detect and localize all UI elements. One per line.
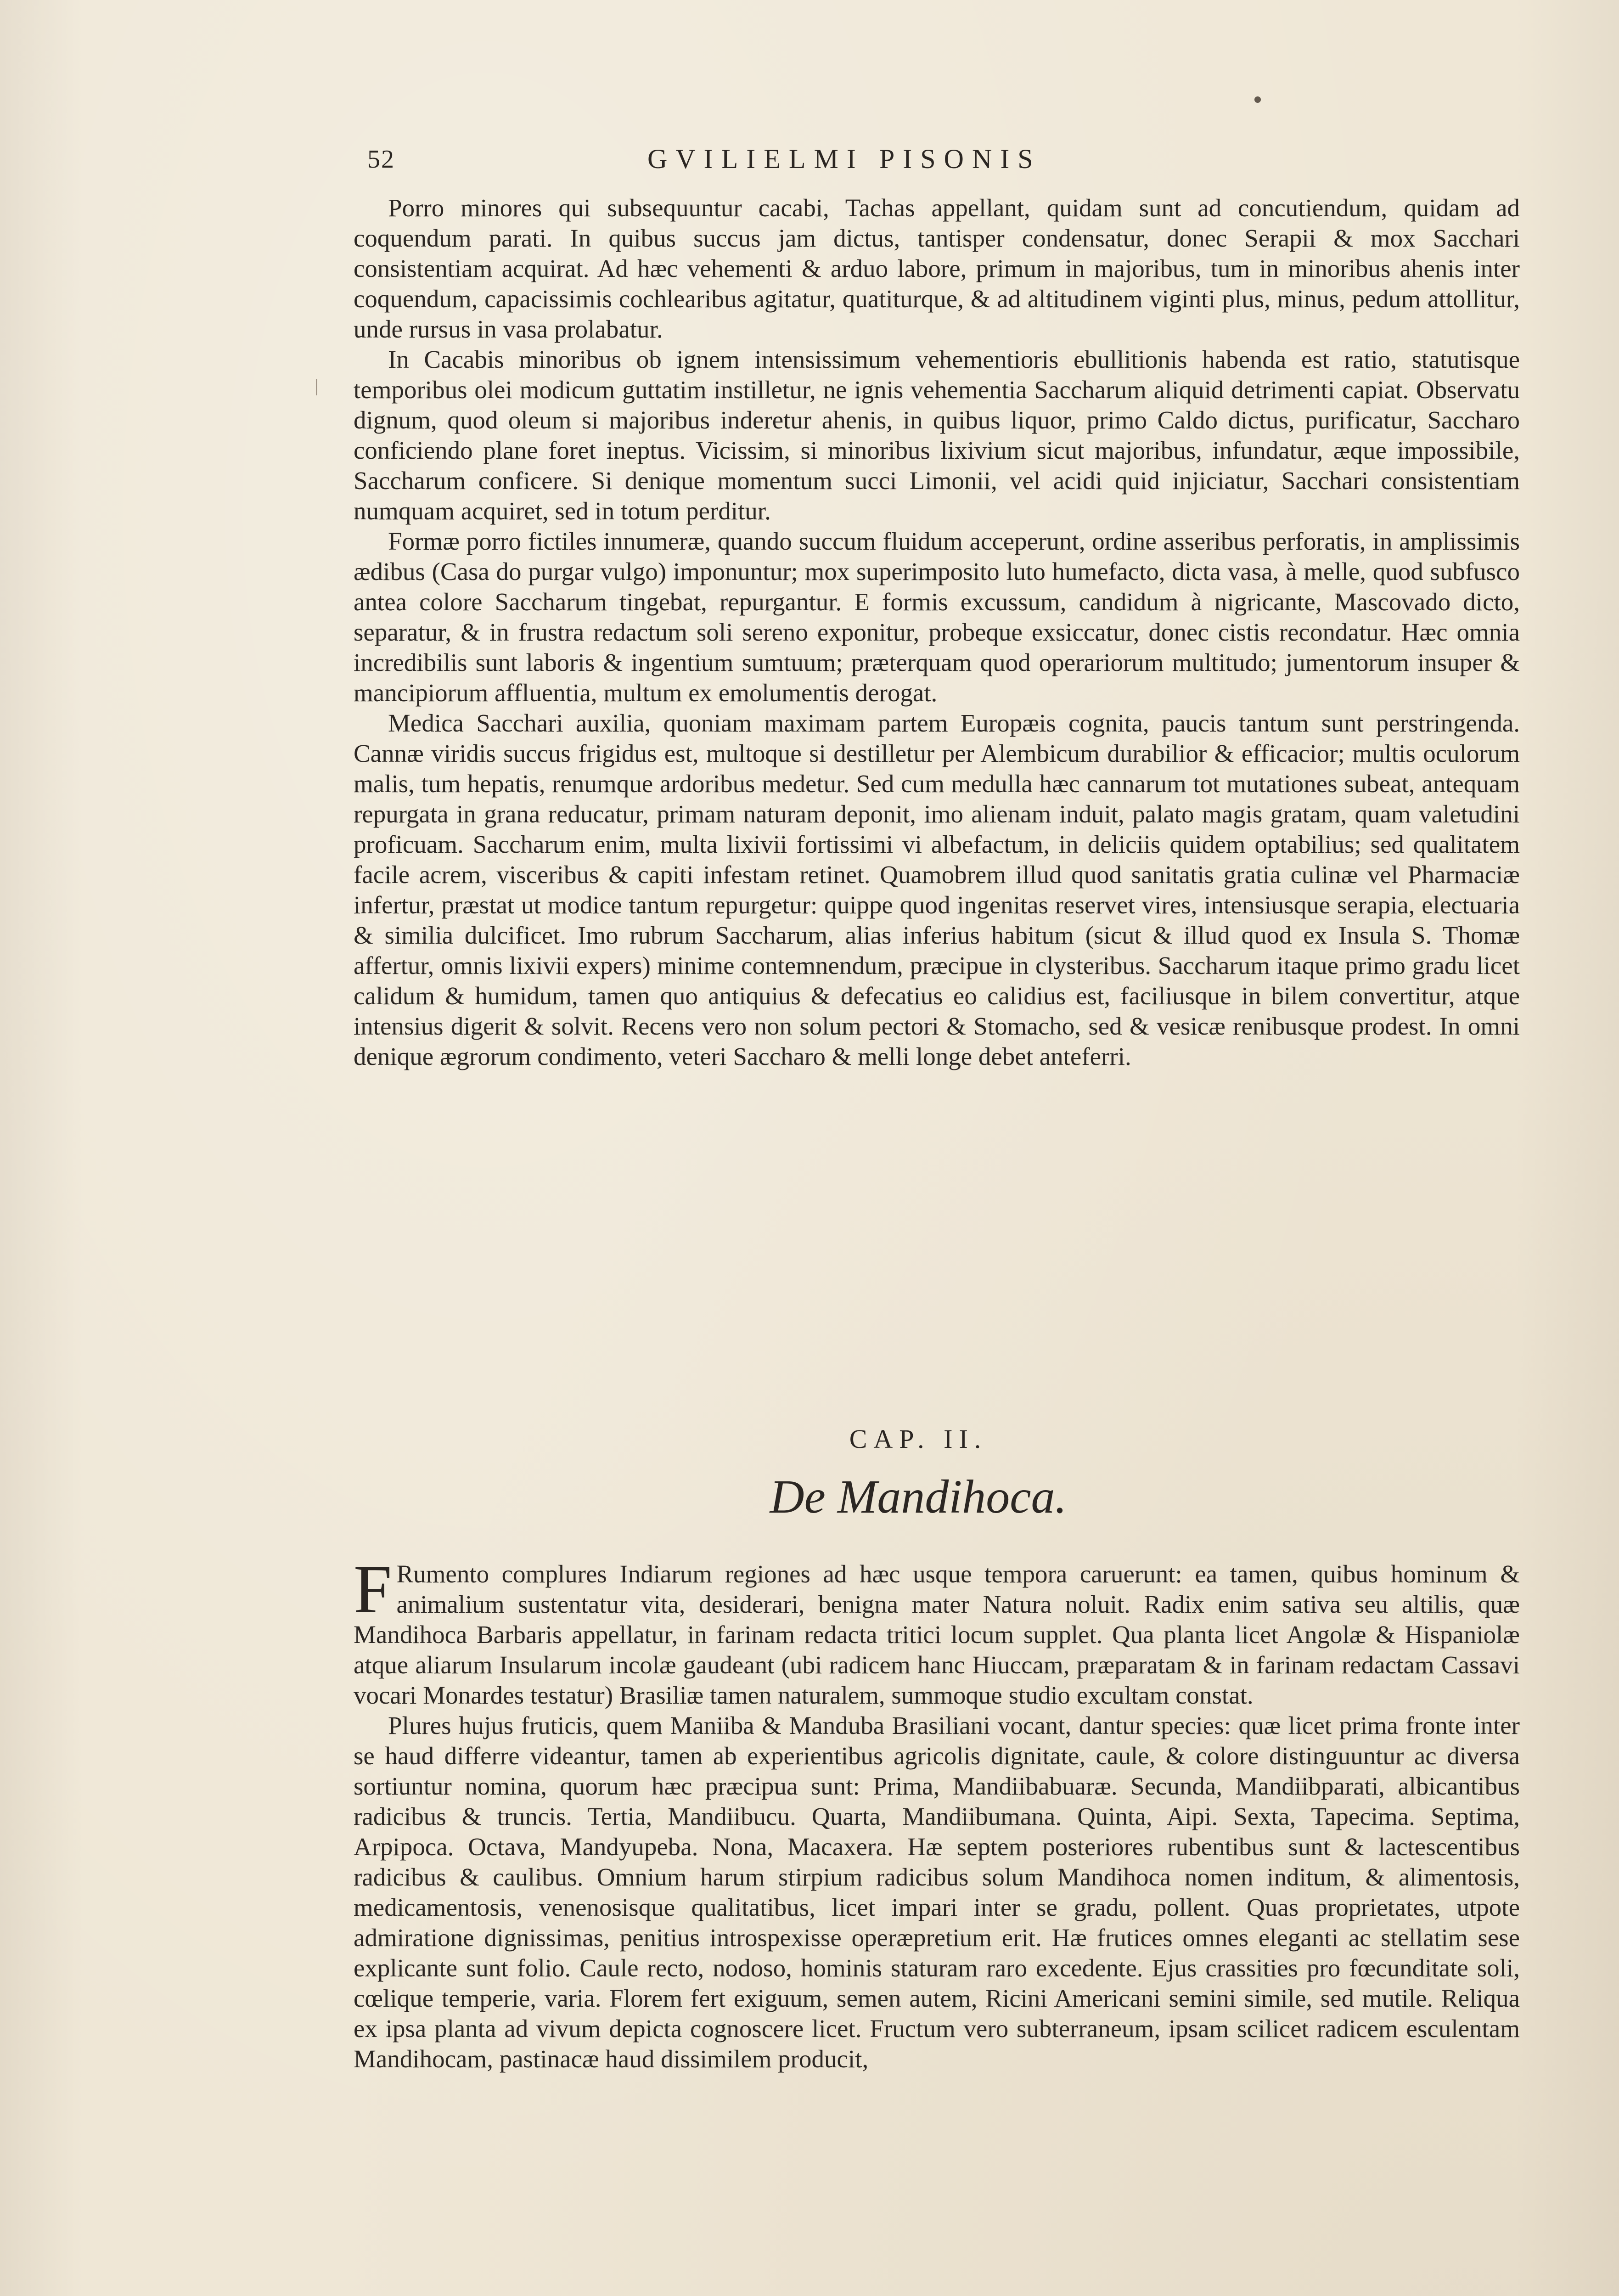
page-number: 52: [367, 145, 395, 174]
chapter-first-paragraph-text: Rumento complures Indiarum regiones ad hæc usque tempora caruerunt: ea tamen, quibus hominum & animalium sustentatur vita, desiderari, benigna mater Natura noluit. Radix enim sativa seu altilis, quæ Mandihoca Barbaris appellatur, in farinam redacta tritici locum supplet. Qua planta licet Angolæ & Hispaniolæ atque aliarum Insularum incolæ gaudeant (ubi radicem hanc Hiuccam, præparatam & in farinam redactam Cassavi vocari Monardes testatur) Brasiliæ tamen naturalem, summoque studio excultam constat.: [354, 1560, 1520, 1709]
body-paragraph: Porro minores qui subsequuntur cacabi, Tachas appellant, quidam sunt ad concutiendum, quidam ad coquendum parati. In quibus succus jam dictus, tantisper condensatur, donec Serapii & mox Sacchari consistentiam acquirat. Ad hæc vehementi & arduo labore, primum in majoribus, tum in minoribus ahenis inter coquendum, capacissimis cochlearibus agitatur, quatiturque, & ad altitudinem viginti plus, minus, pedum attollitur, unde rursus in vasa prolabatur.: [354, 194, 1520, 343]
chapter-label: CAP. II.: [849, 1424, 988, 1454]
body-paragraph: Medica Sacchari auxilia, quoniam maximam partem Europæis cognita, paucis tantum sunt perstringenda. Cannæ viridis succus frigidus est, multoque si destilletur per Alembicum durabilior & efficacior; multis oculorum malis, tum hepatis, renumque ardoribus medetur. Sed cum medulla hæc cannarum tot mutationes subeat, antequam repurgata in grana reducatur, primam naturam deponit, imo alienam induit, palato magis gratam, quam valetudini proficuam. Saccharum enim, multa lixivii fortissimi vi albefactum, in deliciis quidem optabilius; sed qualitatem facile acrem, visceribus & capiti infestam retinet. Quamobrem illud quod sanitatis gratia culinæ vel Pharmaciæ infertur, præstat ut modice tantum repurgetur: quippe quod ingenitas reservet vires, intensiusque serapia, electuaria & similia dulcificet. Imo rubrum Saccharum, alias inferius habitum (sicut & illud quod ex Insula S. Thomæ affertur, omnis lixivii expers) minime contemnendum, præcipue in clysteribus. Saccharum itaque primo gradu licet calidum & humidum, tamen quo antiquius & defecatius eo calidius est, faciliusque in bilem convertitur, atque intensius digerit & solvit. Recens vero non solum pectori & Stomacho, sed & vesicæ renibusque prodest. In omni denique ægrorum condimento, veteri Saccharo & melli longe debet anteferri.: [354, 709, 1520, 1070]
drop-cap-initial: F: [354, 1551, 392, 1627]
ink-spot: [1254, 96, 1261, 103]
chapter-title: De Mandihoca.: [770, 1470, 1067, 1523]
chapter-first-paragraph: [354, 1551, 1520, 1711]
main-text-block: [354, 193, 1520, 1072]
body-paragraph: In Cacabis minoribus ob ignem intensissimum vehementioris ebullitionis habenda est ratio, statutisque temporibus olei modicum guttatim instilletur, ne ignis vehementia Saccharum aliquid detrimenti capiat. Observatu dignum, quod oleum si majoribus inderetur ahenis, in quibus liquor, primo Caldo dictus, purificatur, Saccharo conficiendo plane foret ineptus. Vicissim, si minoribus lixivium sicut majoribus, infundatur, æque impossibile, Saccharum conficere. Si denique momentum succi Limonii, vel acidi quid injiciatur, Sacchari consistentiam numquam acquiret, sed in totum perditur.: [354, 345, 1520, 525]
running-head: GVILIELMI PISONIS: [647, 144, 1041, 174]
chapter-text-block: [354, 1551, 1520, 2074]
chapter-second-paragraph: Plures hujus fruticis, quem Maniiba & Manduba Brasiliani vocant, dantur species: quæ licet prima fronte inter se haud differre videantur, tamen ab experientibus agricolis dignitate, caule, & colore distinguuntur ac diversa sortiuntur nomina, quorum hæc præcipua sunt: Prima, Mandiibabuaræ. Secunda, Mandiibparati, albicantibus radicibus & truncis. Tertia, Mandiibucu. Quarta, Mandiibumana. Quinta, Aipi. Sexta, Tapecima. Septima, Arpipoca. Octava, Mandyupeba. Nona, Macaxera. Hæ septem posteriores rubentibus sunt & lactescentibus radicibus & caulibus. Omnium harum stirpium radicibus solum Mandihoca nomen inditum, & alimentosis, medicamentosis, venenosisque qualitatibus, licet impari inter se gradu, pollent. Quas proprietates, utpote admiratione dignissimas, penitius introspexisse operæpretium erit. Hæ frutices omnes eleganti ac stellatim sese explicante sunt folio. Caule recto, nodoso, hominis staturam raro excedente. Ejus crassities pro fœcunditate soli, cœlique temperie, varia. Florem fert exiguum, semen autem, Ricini Americani semini simile, sed mutile. Reliqua ex ipsa planta ad vivum depicta cognoscere licet. Fructum vero subterraneum, ipsam scilicet radicem esculentam Mandihocam, pastinacæ haud dissimilem producit,: [354, 1711, 1520, 2073]
body-paragraph: Formæ porro fictiles innumeræ, quando succum fluidum acceperunt, ordine asseribus perforatis, in amplissimis ædibus (Casa do purgar vulgo) imponuntur; mox superimposito luto humefacto, dicta vasa, à melle, quod subfusco antea colore Saccharum tingebat, repurgantur. E formis excussum, candidum à nigricante, Mascovado dicto, separatur, & in frustra redactum soli sereno exponitur, probeque exsiccatur, donec cistis recondatur. Hæc omnia incredibilis sunt laboris & ingentium sumtuum; præterquam quod operariorum multitudo; jumentorum insuper & mancipiorum affluentia, multum ex emolumentis derogat.: [354, 527, 1520, 707]
margin-mark: [316, 379, 317, 395]
